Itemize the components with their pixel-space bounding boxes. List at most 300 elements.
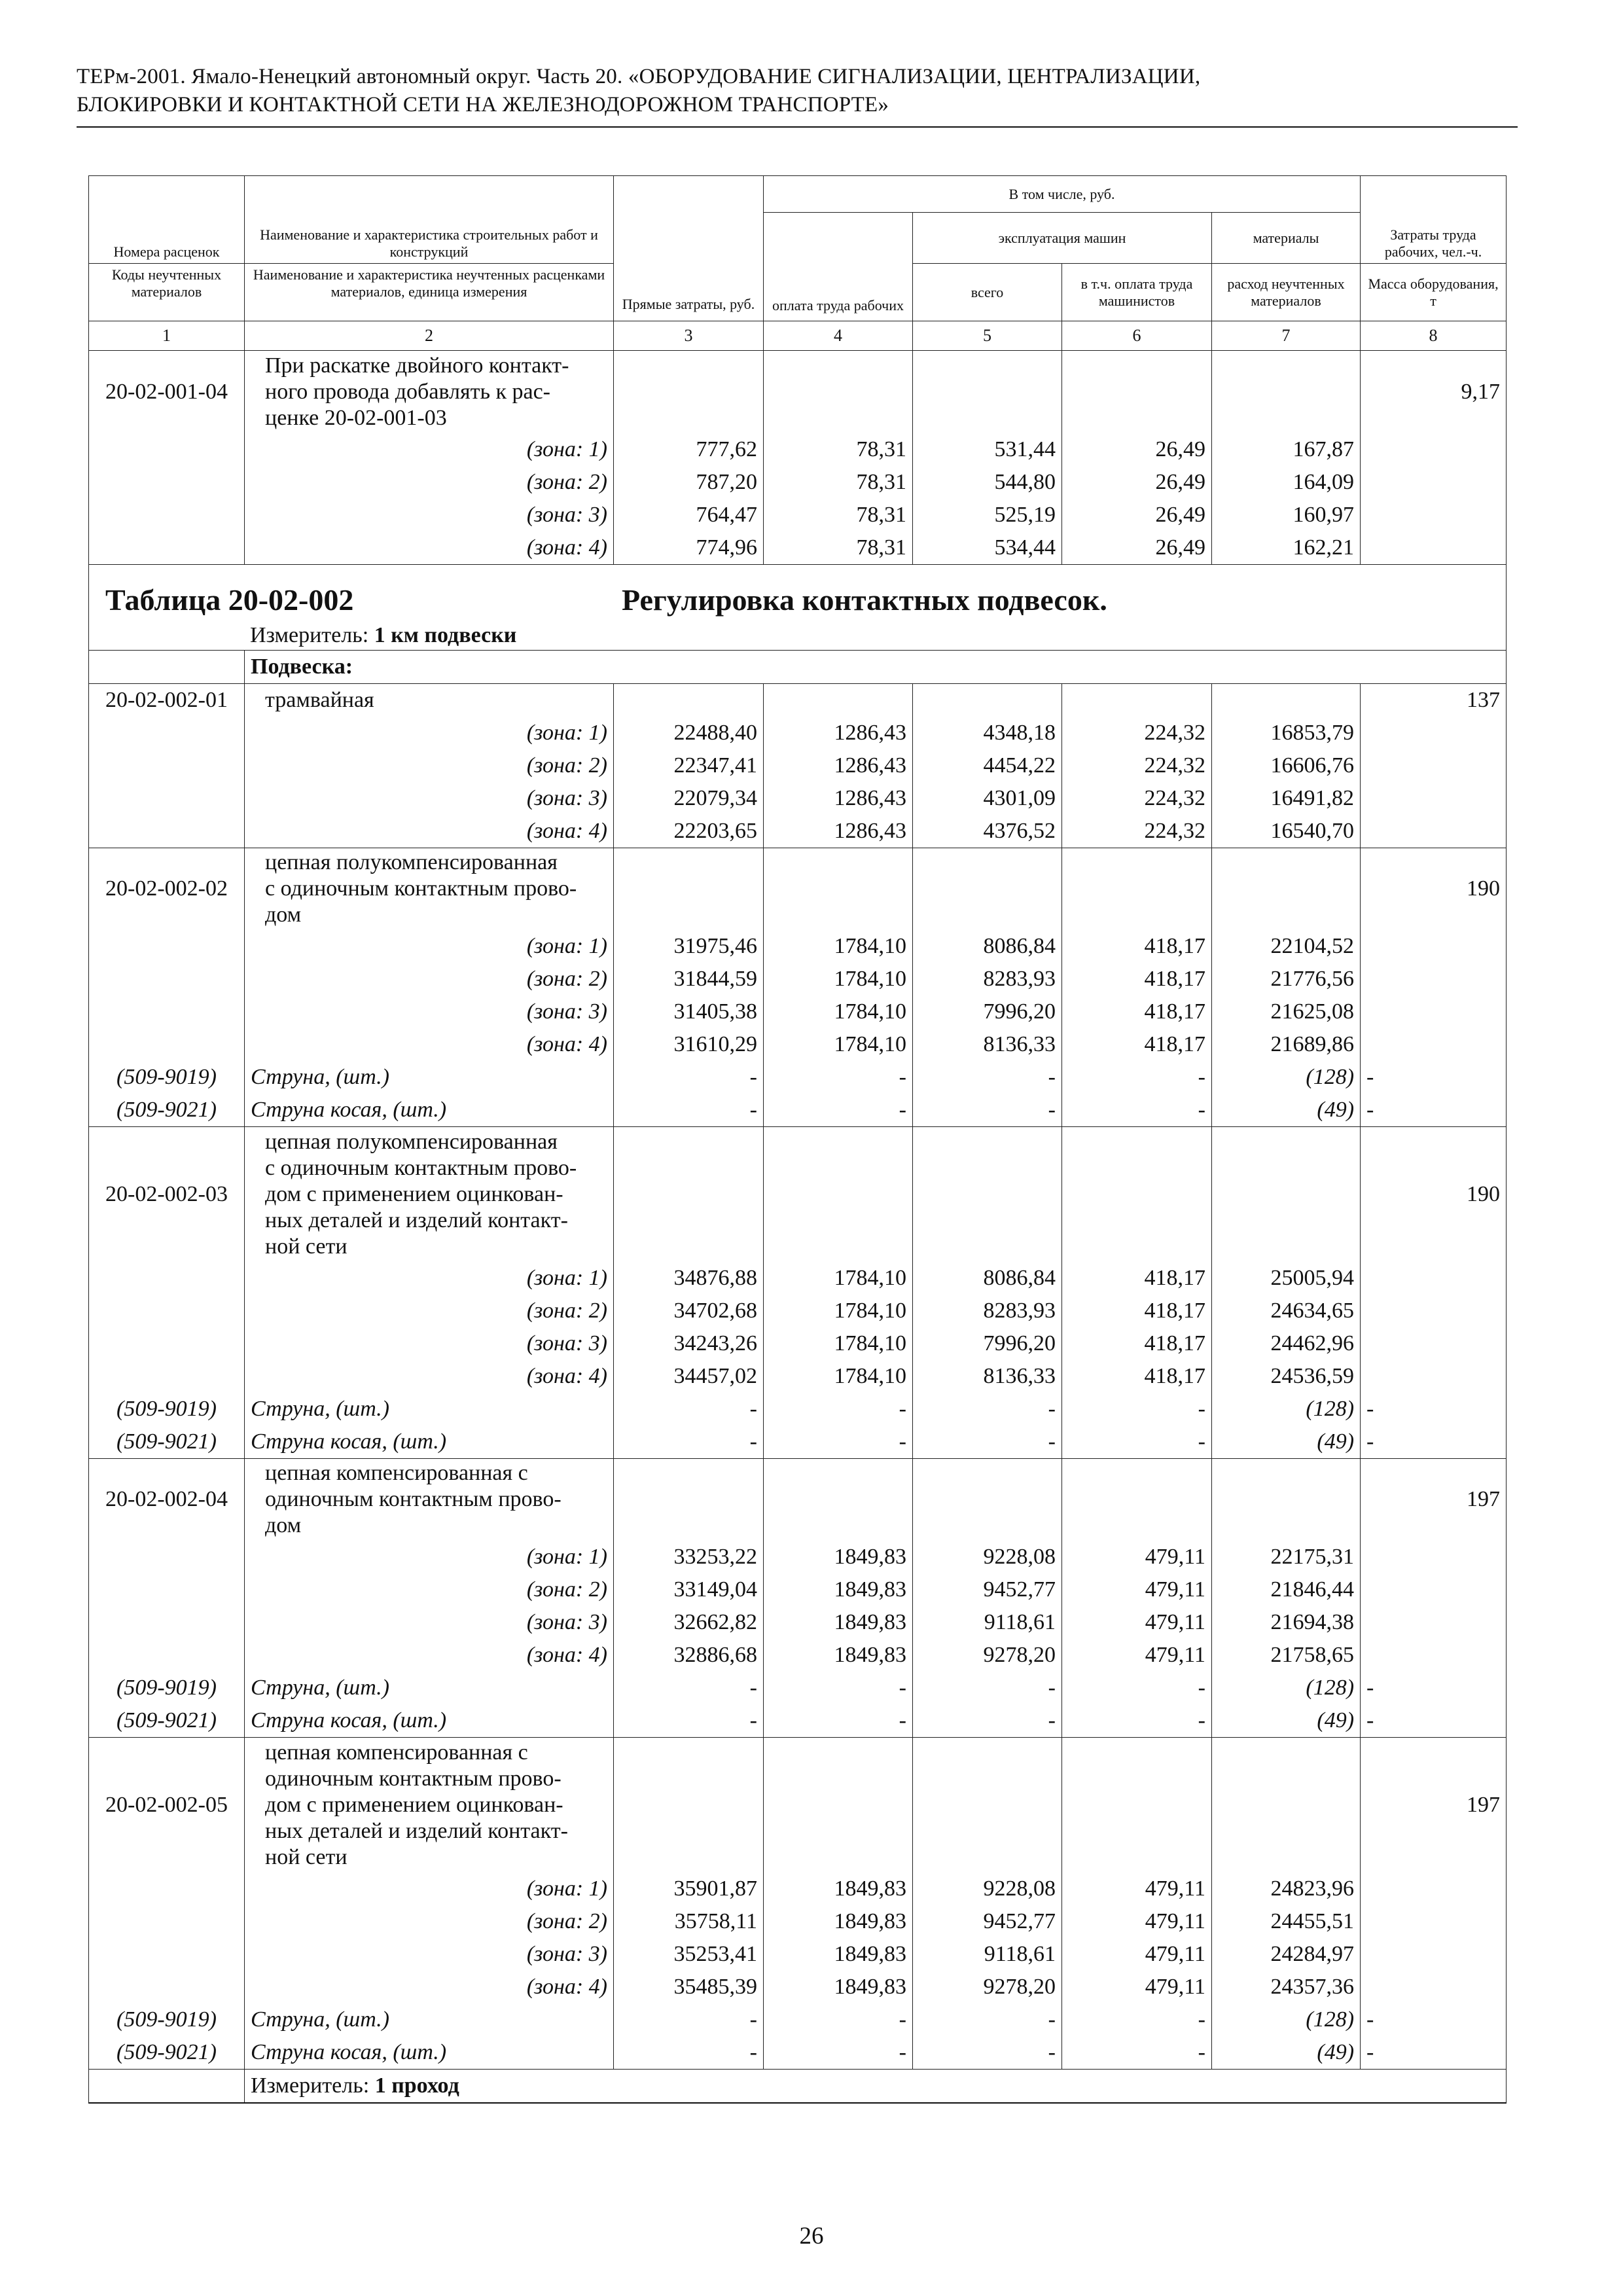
empty-cell [89,466,245,499]
worker-wages: 1286,43 [764,717,913,749]
direct-costs: - [614,1672,764,1704]
zone-row [89,1360,1507,1393]
zone-label: (зона: 4) [245,1360,614,1393]
empty-cell [89,1262,245,1295]
machinist-wages: 479,11 [1062,1938,1212,1971]
empty-cell [89,1905,245,1938]
empty-cell [1361,930,1507,963]
equipment-mass: - [1361,1672,1507,1704]
material-quantity: (128) [1212,2003,1361,2036]
labor-cost: 190 [1361,1127,1507,1262]
zone-row [89,749,1507,782]
machinist-wages: 418,17 [1062,963,1212,996]
empty-cell [89,1573,245,1606]
direct-costs: 35758,11 [614,1905,764,1938]
description-line: одиночным контактным прово- [265,1766,562,1791]
machinist-wages: 26,49 [1062,466,1212,499]
empty-cell [1361,815,1507,848]
material-name: Струна, (шт.) [245,1061,614,1094]
machinist-wages: 479,11 [1062,1971,1212,2003]
zone-label: (зона: 1) [245,930,614,963]
materials-cost: 164,09 [1212,466,1361,499]
empty-cell [1212,351,1361,433]
zone-label: (зона: 1) [245,1541,614,1573]
zone-label: (зона: 3) [245,1327,614,1360]
labor-cost: 137 [1361,683,1507,717]
header-work-name: Наименование и характеристика строительных работ и конструкций [245,176,614,264]
machines-total: - [913,1672,1062,1704]
description-line: ной сети [265,1844,348,1869]
description-line: цепная компенсированная с [265,1461,528,1486]
worker-wages: - [764,1704,913,1738]
rate-description [245,1738,614,1873]
zone-row [89,466,1507,499]
page-number: 26 [799,2223,824,2250]
empty-cell [913,1458,1062,1541]
description-line: одиночным контактным прово- [265,1487,562,1512]
machinist-wages: 479,11 [1062,1573,1212,1606]
footer-measure-value: 1 проход [374,2073,459,2098]
machinist-wages: - [1062,1393,1212,1426]
rate-description [245,1458,614,1541]
header-material-names: Наименование и характеристика неучтенных расценками материалов, единица измерения [245,264,614,321]
machines-total: 4348,18 [913,717,1062,749]
empty-cell [764,683,913,717]
materials-cost: 16491,82 [1212,782,1361,815]
machines-total: - [913,2003,1062,2036]
header-including: В том числе, руб. [764,176,1361,213]
table-name: Регулировка контактных подвесок. [622,583,1107,617]
measure-label: Измеритель: [250,622,374,647]
empty-cell [89,1606,245,1639]
empty-cell [1361,1262,1507,1295]
rate-row [89,848,1507,930]
table-title [89,564,1507,650]
worker-wages: - [764,1094,913,1127]
machinist-wages: 479,11 [1062,1905,1212,1938]
machinist-wages: 224,32 [1062,717,1212,749]
material-name: Струна, (шт.) [245,1393,614,1426]
worker-wages: 1784,10 [764,1295,913,1327]
empty-cell [89,1327,245,1360]
empty-cell [89,815,245,848]
material-quantity: (49) [1212,1704,1361,1738]
zone-label: (зона: 1) [245,717,614,749]
empty-cell [913,351,1062,433]
worker-wages: 1784,10 [764,1360,913,1393]
direct-costs: - [614,1094,764,1127]
labor-cost: 190 [1361,848,1507,930]
worker-wages: - [764,2036,913,2070]
equipment-mass: - [1361,1094,1507,1127]
materials-cost: 167,87 [1212,433,1361,466]
empty-cell [89,1295,245,1327]
direct-costs: 22488,40 [614,717,764,749]
machines-total: 4376,52 [913,815,1062,848]
rate-code: 20-02-002-03 [89,1127,245,1262]
zone-row [89,1971,1507,2003]
direct-costs: - [614,2036,764,2070]
direct-costs: 34457,02 [614,1360,764,1393]
worker-wages: - [764,1061,913,1094]
direct-costs: 32662,82 [614,1606,764,1639]
zone-label: (зона: 4) [245,1639,614,1672]
zone-row [89,499,1507,531]
empty-cell [89,996,245,1028]
rates-table [88,175,1507,2104]
zone-row [89,963,1507,996]
machinist-wages: 479,11 [1062,1541,1212,1573]
machinist-wages: 418,17 [1062,1262,1212,1295]
machinist-wages: - [1062,1094,1212,1127]
worker-wages: 78,31 [764,433,913,466]
material-quantity: (49) [1212,1094,1361,1127]
equipment-mass: - [1361,2036,1507,2070]
equipment-mass: - [1361,1704,1507,1738]
header-machines-total: всего [913,264,1062,321]
materials-cost: 22104,52 [1212,930,1361,963]
rate-row [89,1127,1507,1262]
equipment-mass: - [1361,1393,1507,1426]
material-row [89,2036,1507,2070]
material-code: (509-9019) [89,1061,245,1094]
rate-row [89,683,1507,717]
machines-total: 534,44 [913,531,1062,565]
footer-measure-row [89,2069,1507,2103]
direct-costs: 31610,29 [614,1028,764,1061]
rate-description [245,351,614,433]
col-num-2: 2 [245,321,614,351]
empty-cell [1062,1738,1212,1873]
zone-row [89,1573,1507,1606]
measure-value: 1 км подвески [374,622,517,647]
empty-cell [1361,717,1507,749]
description-line: ной сети [265,1234,348,1259]
description-line: дом с применением оцинкован- [265,1792,563,1817]
machinist-wages: 224,32 [1062,782,1212,815]
header-machines: эксплуатация машин [913,213,1212,264]
empty-cell [913,683,1062,717]
worker-wages: 1849,83 [764,1905,913,1938]
machines-total: 9278,20 [913,1639,1062,1672]
empty-cell [1212,683,1361,717]
materials-cost: 24823,96 [1212,1873,1361,1905]
empty-cell [1361,1938,1507,1971]
empty-cell [1361,1639,1507,1672]
rate-description [245,1127,614,1262]
materials-cost: 16540,70 [1212,815,1361,848]
machines-total: - [913,1094,1062,1127]
empty-cell [89,499,245,531]
machines-total: - [913,1704,1062,1738]
zone-row [89,1873,1507,1905]
zone-label: (зона: 4) [245,1971,614,2003]
machinist-wages: - [1062,1672,1212,1704]
empty-cell [1212,1458,1361,1541]
header-line-1: ТЕРм-2001. Ямало-Ненецкий автономный округ. Часть 20. «ОБОРУДОВАНИЕ СИГНАЛИЗАЦИИ, ЦЕНТРАЛИЗАЦИИ, [77,65,1201,88]
empty-cell [913,848,1062,930]
machines-total: 9228,08 [913,1541,1062,1573]
machinist-wages: 418,17 [1062,1327,1212,1360]
description-line: дом [265,1513,302,1538]
empty-cell [1062,351,1212,433]
zone-label: (зона: 3) [245,1606,614,1639]
group-title: Подвеска: [245,650,1507,683]
rate-row [89,351,1507,433]
rate-description [245,683,614,717]
zone-label: (зона: 3) [245,782,614,815]
empty-cell [89,531,245,565]
machines-total: 531,44 [913,433,1062,466]
materials-cost: 21776,56 [1212,963,1361,996]
material-name: Струна, (шт.) [245,1672,614,1704]
direct-costs: - [614,1704,764,1738]
empty-cell [89,2069,245,2103]
empty-cell [1361,1028,1507,1061]
machines-total: 7996,20 [913,996,1062,1028]
zone-label: (зона: 4) [245,531,614,565]
machinist-wages: 418,17 [1062,1028,1212,1061]
machines-total: 4301,09 [913,782,1062,815]
zone-label: (зона: 2) [245,466,614,499]
material-code: (509-9021) [89,1704,245,1738]
empty-cell [89,1541,245,1573]
zone-row [89,1327,1507,1360]
zone-row [89,782,1507,815]
description-line: ных деталей и изделий контакт- [265,1818,568,1843]
materials-cost: 16606,76 [1212,749,1361,782]
zone-label: (зона: 3) [245,499,614,531]
worker-wages: 1784,10 [764,963,913,996]
machines-total: 544,80 [913,466,1062,499]
description-line: трамвайная [265,687,374,712]
materials-cost: 16853,79 [1212,717,1361,749]
worker-wages: 1784,10 [764,930,913,963]
empty-cell [614,351,764,433]
empty-cell [89,433,245,466]
rate-description [245,848,614,930]
description-line: ного провода добавлять к рас- [265,379,551,404]
worker-wages: 1784,10 [764,1262,913,1295]
worker-wages: - [764,1393,913,1426]
material-name: Струна косая, (шт.) [245,2036,614,2070]
empty-cell [89,1639,245,1672]
worker-wages: 78,31 [764,531,913,565]
materials-cost: 24634,65 [1212,1295,1361,1327]
material-name: Струна косая, (шт.) [245,1426,614,1459]
machines-total: 8086,84 [913,1262,1062,1295]
machinist-wages: 418,17 [1062,1295,1212,1327]
direct-costs: 22079,34 [614,782,764,815]
machinist-wages: 479,11 [1062,1639,1212,1672]
zone-label: (зона: 4) [245,815,614,848]
empty-cell [89,1938,245,1971]
header-line-2: БЛОКИРОВКИ И КОНТАКТНОЙ СЕТИ НА ЖЕЛЕЗНОДОРОЖНОМ ТРАНСПОРТЕ» [77,93,889,117]
col-num-3: 3 [614,321,764,351]
material-row [89,1094,1507,1127]
materials-cost: 21689,86 [1212,1028,1361,1061]
machines-total: 525,19 [913,499,1062,531]
empty-cell [1361,963,1507,996]
materials-cost: 25005,94 [1212,1262,1361,1295]
machines-total: - [913,1426,1062,1459]
machinist-wages: 26,49 [1062,531,1212,565]
material-quantity: (128) [1212,1061,1361,1094]
worker-wages: 1784,10 [764,1028,913,1061]
empty-cell [1361,1327,1507,1360]
direct-costs: 31844,59 [614,963,764,996]
header-material-codes: Коды неучтенных материалов [89,264,245,321]
direct-costs: 787,20 [614,466,764,499]
rate-code: 20-02-002-05 [89,1738,245,1873]
materials-cost: 21758,65 [1212,1639,1361,1672]
direct-costs: 22347,41 [614,749,764,782]
material-name: Струна косая, (шт.) [245,1704,614,1738]
empty-cell [89,1360,245,1393]
material-row [89,1704,1507,1738]
empty-cell [89,717,245,749]
material-code: (509-9019) [89,2003,245,2036]
machinist-wages: - [1062,2003,1212,2036]
direct-costs: - [614,1393,764,1426]
material-quantity: (49) [1212,1426,1361,1459]
empty-cell [1361,531,1507,565]
labor-cost: 197 [1361,1738,1507,1873]
zone-row [89,1295,1507,1327]
header-rate-numbers: Номера расценок [89,176,245,264]
description-line: цепная полукомпенсированная [265,850,558,875]
direct-costs: 774,96 [614,531,764,565]
machines-total: - [913,1393,1062,1426]
machines-total: 8283,93 [913,963,1062,996]
machines-total: 4454,22 [913,749,1062,782]
zone-label: (зона: 2) [245,1573,614,1606]
empty-cell [1212,1127,1361,1262]
worker-wages: 1286,43 [764,782,913,815]
zone-label: (зона: 2) [245,963,614,996]
direct-costs: - [614,1061,764,1094]
description-line: цепная полукомпенсированная [265,1129,558,1154]
empty-cell [1361,782,1507,815]
measure-unit [250,621,1507,650]
worker-wages: 1286,43 [764,815,913,848]
zone-label: (зона: 2) [245,749,614,782]
empty-cell [1361,996,1507,1028]
direct-costs: 35485,39 [614,1971,764,2003]
direct-costs: 33149,04 [614,1573,764,1606]
empty-cell [89,1873,245,1905]
empty-cell [764,1458,913,1541]
zone-label: (зона: 2) [245,1905,614,1938]
machinist-wages: 479,11 [1062,1606,1212,1639]
materials-cost: 24462,96 [1212,1327,1361,1360]
zone-label: (зона: 3) [245,1938,614,1971]
empty-cell [1062,683,1212,717]
machinist-wages: - [1062,1704,1212,1738]
rate-code: 20-02-002-04 [89,1458,245,1541]
zone-row [89,531,1507,565]
zone-row [89,717,1507,749]
materials-cost: 21625,08 [1212,996,1361,1028]
zone-row [89,1541,1507,1573]
worker-wages: 1849,83 [764,1639,913,1672]
empty-cell [764,1127,913,1262]
zone-row [89,1639,1507,1672]
empty-cell [89,650,245,683]
empty-cell [89,749,245,782]
material-row [89,1672,1507,1704]
material-code: (509-9019) [89,1393,245,1426]
machinist-wages: 224,32 [1062,815,1212,848]
zone-row [89,815,1507,848]
material-row [89,1061,1507,1094]
material-code: (509-9021) [89,1426,245,1459]
machines-total: 9118,61 [913,1938,1062,1971]
table-number: Таблица 20-02-002 [105,583,354,617]
zone-row [89,1905,1507,1938]
zone-label: (зона: 1) [245,1873,614,1905]
footer-measure [245,2069,1507,2103]
direct-costs: - [614,1426,764,1459]
description-line: дом с применением оцинкован- [265,1181,563,1206]
header-materials: материалы [1212,213,1361,264]
machines-total: - [913,2036,1062,2070]
empty-cell [1361,1295,1507,1327]
empty-cell [89,930,245,963]
empty-cell [913,1127,1062,1262]
worker-wages: 1784,10 [764,996,913,1028]
machines-total: 8283,93 [913,1295,1062,1327]
empty-cell [89,782,245,815]
worker-wages: 1849,83 [764,1873,913,1905]
machinist-wages: - [1062,1061,1212,1094]
machines-total: 9278,20 [913,1971,1062,2003]
empty-cell [1361,1573,1507,1606]
materials-cost: 24536,59 [1212,1360,1361,1393]
empty-cell [1212,1738,1361,1873]
material-code: (509-9019) [89,1672,245,1704]
labor-cost: 197 [1361,1458,1507,1541]
empty-cell [764,351,913,433]
machinist-wages: - [1062,2036,1212,2070]
header-rule [77,126,1518,128]
empty-cell [1361,1541,1507,1573]
header-machinist-wages: в т.ч. оплата труда машинистов [1062,264,1212,321]
empty-cell [1361,1873,1507,1905]
empty-cell [1361,466,1507,499]
direct-costs: 31975,46 [614,930,764,963]
materials-cost: 162,21 [1212,531,1361,565]
description-line: дом [265,903,302,927]
rate-row [89,1738,1507,1873]
equipment-mass: - [1361,1426,1507,1459]
zone-label: (зона: 2) [245,1295,614,1327]
header-direct-costs: Прямые затраты, руб. [614,176,764,321]
zone-row [89,1262,1507,1295]
materials-cost: 21846,44 [1212,1573,1361,1606]
machines-total: 9228,08 [913,1873,1062,1905]
zone-label: (зона: 1) [245,1262,614,1295]
labor-cost: 9,17 [1361,351,1507,433]
empty-cell [89,963,245,996]
description-line: цепная компенсированная с [265,1740,528,1765]
zone-label: (зона: 3) [245,996,614,1028]
header-equipment-mass: Масса оборудования, т [1361,264,1507,321]
materials-cost: 160,97 [1212,499,1361,531]
description-line: При раскатке двойного контакт- [265,353,569,378]
materials-cost: 24357,36 [1212,1971,1361,2003]
zone-row [89,1028,1507,1061]
